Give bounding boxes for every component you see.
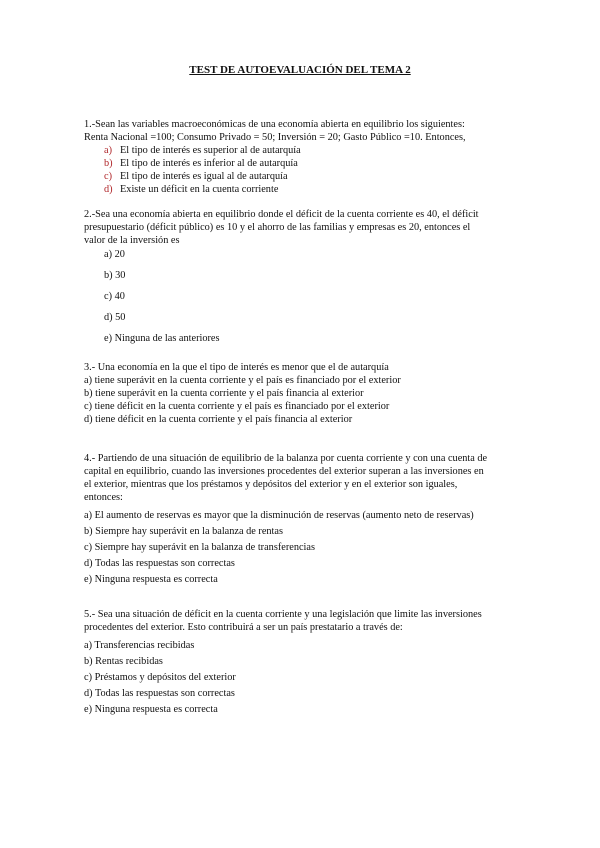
question-2 [84,208,516,345]
question-3-line-1: 3.- Una economía en la que el tipo de interés es menor que el de autarquía [84,362,389,373]
question-3 [84,361,516,426]
question-4-line-3: el exterior, mientras que los préstamos y depósitos del exterior y en el exterior son iguales, [84,479,458,490]
question-2-line-2: presupuestario (déficit público) es 10 y el ahorro de las familias y empresas es 20, entonces el [84,222,471,233]
question-5-option-e: e) Ninguna respuesta es correcta [84,704,218,715]
question-5-option-d: d) Todas las respuestas son correctas [84,688,235,699]
option-text: El tipo de interés es inferior al de autarquía [120,158,298,169]
option-text: Existe un déficit en la cuenta corriente [120,184,279,195]
question-1-option-a [84,144,516,157]
question-4-option-e: e) Ninguna respuesta es correcta [84,574,218,585]
page-title: TEST DE AUTOEVALUACIÓN DEL TEMA 2 [189,64,411,76]
question-1-line-1: 1.-Sean las variables macroeconómicas de una economía abierta en equilibrio los siguientes: [84,119,465,130]
question-4-option-b: b) Siempre hay superávit en la balanza de rentas [84,526,283,537]
question-4-option-c: c) Siempre hay superávit en la balanza de transferencias [84,542,315,553]
question-2-option-d: d) 50 [104,312,126,323]
question-5-option-c: c) Préstamos y depósitos del exterior [84,672,236,683]
question-3-option-d: d) tiene déficit en la cuenta corriente y el país financia al exterior [84,414,353,425]
question-5 [84,608,516,716]
question-2-option-b: b) 30 [104,270,126,281]
question-5-option-b: b) Rentas recibidas [84,656,163,667]
question-4 [84,452,516,586]
question-3-option-a: a) tiene superávit en la cuenta corriente y el país es financiado por el exterior [84,375,401,386]
question-5-option-a: a) Transferencias recibidas [84,640,195,651]
question-5-line-2: procedentes del exterior. Esto contribuirá a ser un país prestatario a través de: [84,622,403,633]
option-text: El tipo de interés es igual al de autarquía [120,171,288,182]
question-4-line-2: capital en equilibrio, cuando las inversiones procedentes del exterior superan a las inversiones en [84,466,484,477]
question-2-line-3: valor de la inversión es [84,235,180,246]
question-2-line-1: 2.-Sea una economía abierta en equilibrio donde el déficit de la cuenta corriente es 40, el déficit [84,209,479,220]
option-letter: c) [104,171,112,182]
question-4-option-a: a) El aumento de reservas es mayor que la disminución de reservas (aumento neto de reservas) [84,510,474,521]
question-4-line-1: 4.- Partiendo de una situación de equilibrio de la balanza por cuenta corriente y con una cuenta de [84,453,488,464]
question-4-line-4: entonces: [84,492,123,503]
option-letter: d) [104,184,113,195]
question-2-option-c: c) 40 [104,291,125,302]
question-3-option-c: c) tiene déficit en la cuenta corriente y el país es financiado por el exterior [84,401,390,412]
question-3-option-b: b) tiene superávit en la cuenta corriente y el país financia al exterior [84,388,364,399]
question-1-option-d [84,183,516,196]
question-1-option-b [84,157,516,170]
option-letter: a) [104,145,112,156]
question-5-line-1: 5.- Sea una situación de déficit en la cuenta corriente y una legislación que limite las inversiones [84,609,482,620]
option-letter: b) [104,158,113,169]
question-4-option-d: d) Todas las respuestas son correctas [84,558,235,569]
question-1-line-2: Renta Nacional =100; Consumo Privado = 50; Inversión = 20; Gasto Público =10. Entonces, [84,132,466,143]
question-2-option-e: e) Ninguna de las anteriores [104,333,220,344]
question-1 [84,118,516,196]
option-text: El tipo de interés es superior al de autarquía [120,145,301,156]
question-1-option-c [84,170,516,183]
question-2-option-a: a) 20 [104,249,125,260]
